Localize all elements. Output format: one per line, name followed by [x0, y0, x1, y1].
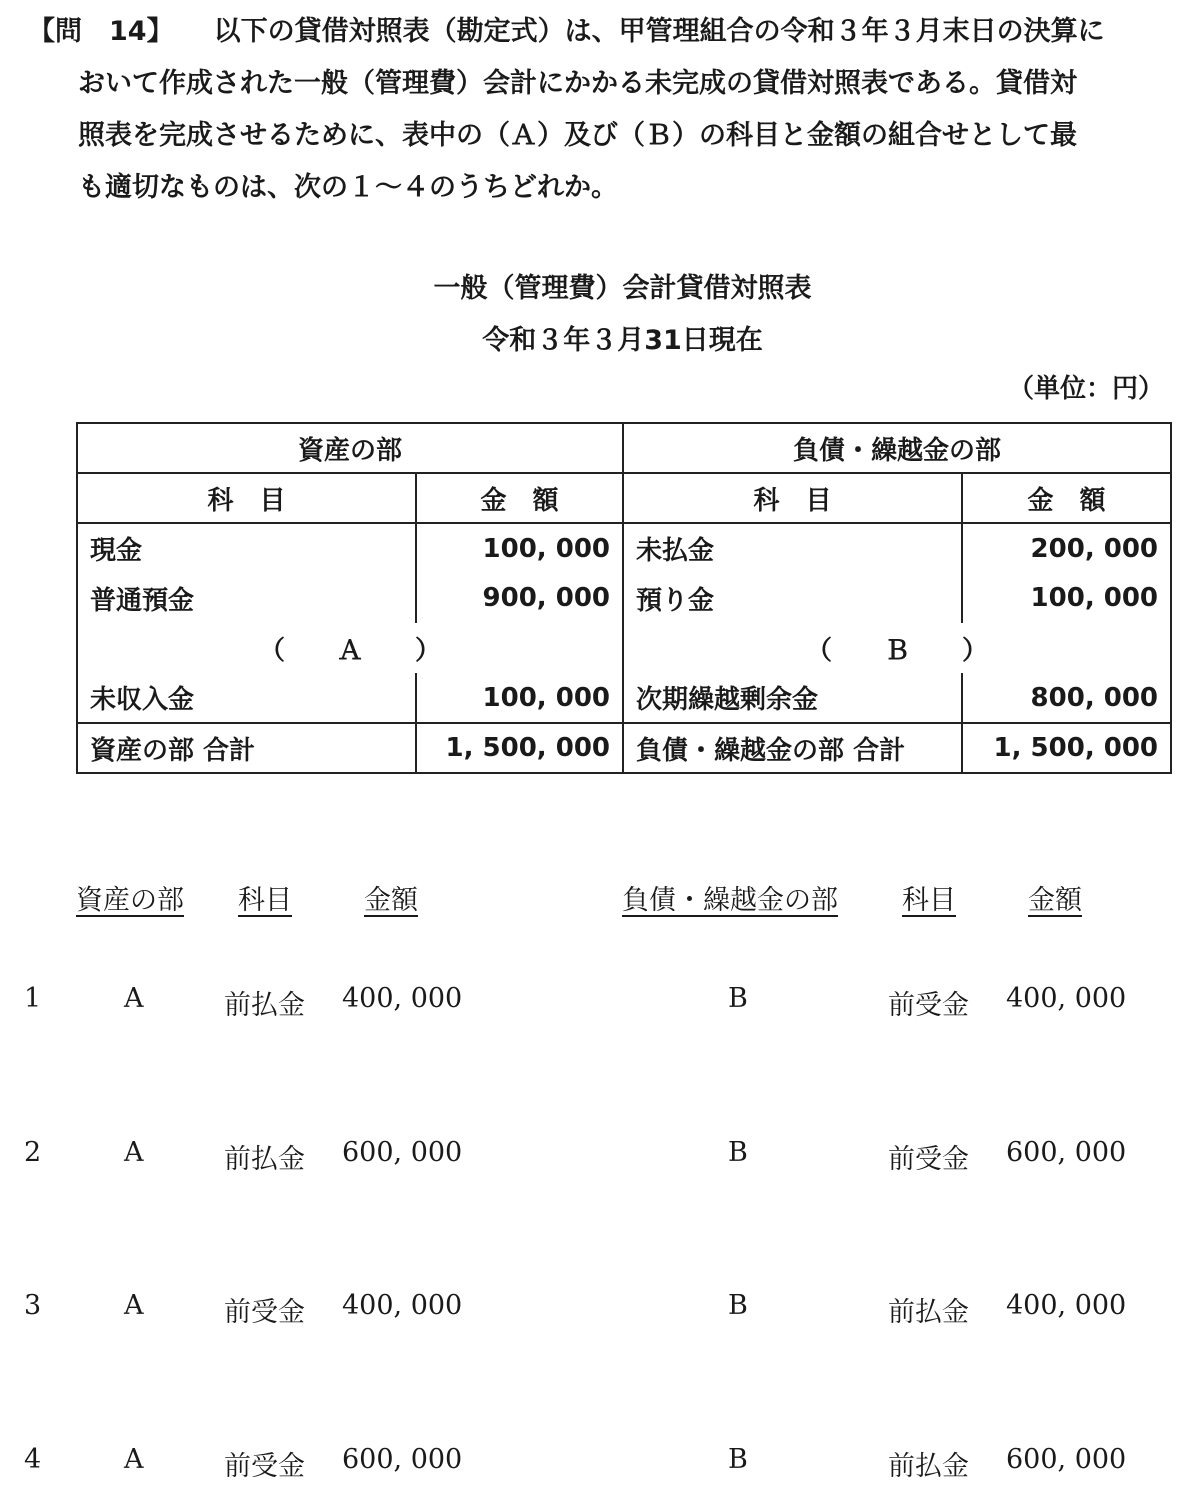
option-b-item: 前払金 [888, 1297, 969, 1328]
question-line-4: も適切なものは、次の１～４のうちどれか。 [78, 172, 618, 203]
asset-item: 未収入金 [77, 673, 416, 723]
option-b-item: 前受金 [888, 990, 969, 1021]
option-a-label: A [124, 1444, 144, 1475]
table-title: 一般（管理費）会計貸借対照表 [433, 273, 812, 304]
liability-amount: 200, 000 [962, 523, 1171, 573]
option-number: 3 [24, 1290, 42, 1321]
option-number: 2 [24, 1137, 42, 1168]
option-number: 1 [24, 983, 42, 1014]
question-line-1: 【問 14】 以下の貸借対照表（勘定式）は、甲管理組合の令和３年３月末日の決算に [28, 16, 1105, 47]
option-b-amount: 600, 000 [1006, 1444, 1127, 1475]
liabilities-item-header: 科 目 [623, 473, 962, 523]
liability-item: 次期繰越剰余金 [623, 673, 962, 723]
option-a-amount: 600, 000 [342, 1137, 463, 1168]
table-row [77, 523, 1171, 573]
question-line-2: おいて作成された一般（管理費）会計にかかる未完成の貸借対照表である。貸借対 [78, 68, 1077, 99]
liability-amount: 800, 000 [962, 673, 1171, 723]
option-a-item: 前受金 [224, 1451, 305, 1482]
asset-amount: 100, 000 [416, 673, 623, 723]
liabilities-section-header: 負債・繰越金の部 [623, 423, 1171, 473]
question-text [28, 6, 1173, 214]
option-b-item: 前受金 [888, 1144, 969, 1175]
option-a-item: 前受金 [224, 1297, 305, 1328]
option-number: 4 [24, 1444, 42, 1475]
option-b-amount: 400, 000 [1006, 983, 1127, 1014]
option-a-label: A [124, 1290, 144, 1321]
table-total-row [77, 723, 1171, 773]
option-a-amount: 400, 000 [342, 983, 463, 1014]
asset-amount: 100, 000 [416, 523, 623, 573]
unit-label: （単位：円） [1007, 374, 1164, 404]
options-liabilities-header: 負債・繰越金の部 [622, 885, 838, 916]
asset-item: 現金 [77, 523, 416, 573]
option-b-label: B [728, 1444, 748, 1475]
assets-section-header: 資産の部 [77, 423, 623, 473]
option-b-label: B [728, 1137, 748, 1168]
asset-total-label: 資産の部 合計 [77, 723, 416, 773]
liability-total-label: 負債・繰越金の部 合計 [623, 723, 962, 773]
option-b-label: B [728, 983, 748, 1014]
option-a-amount: 600, 000 [342, 1444, 463, 1475]
option-a-amount: 400, 000 [342, 1290, 463, 1321]
table-date: 令和３年３月31日現在 [482, 325, 763, 356]
balance-sheet-table [76, 422, 1172, 774]
options-item-header: 科目 [238, 885, 292, 916]
assets-amount-header: 金 額 [416, 473, 623, 523]
asset-amount: 900, 000 [416, 573, 623, 623]
blank-b-cell: （ Ｂ ） [623, 623, 1171, 673]
options-item-header-2: 科目 [902, 885, 956, 916]
asset-item: 普通預金 [77, 573, 416, 623]
asset-total-amount: 1, 500, 000 [416, 723, 623, 773]
option-a-label: A [124, 983, 144, 1014]
options-amount-header-2: 金額 [1028, 885, 1082, 916]
liability-total-amount: 1, 500, 000 [962, 723, 1171, 773]
table-row [77, 573, 1171, 623]
liability-item: 預り金 [623, 573, 962, 623]
option-b-amount: 400, 000 [1006, 1290, 1127, 1321]
option-b-label: B [728, 1290, 748, 1321]
question-number: 【問 14】 [28, 16, 174, 47]
liability-amount: 100, 000 [962, 573, 1171, 623]
question-line-3: 照表を完成させるために、表中の（Ａ）及び（Ｂ）の科目と金額の組合せとして最 [78, 120, 1077, 151]
option-a-label: A [124, 1137, 144, 1168]
options-amount-header: 金額 [364, 885, 418, 916]
option-a-item: 前払金 [224, 1144, 305, 1175]
option-b-item: 前払金 [888, 1451, 969, 1482]
table-row-blank [77, 623, 1171, 673]
blank-a-cell: （ Ａ ） [77, 623, 623, 673]
options-assets-header: 資産の部 [76, 885, 184, 916]
assets-item-header: 科 目 [77, 473, 416, 523]
liability-item: 未払金 [623, 523, 962, 573]
option-b-amount: 600, 000 [1006, 1137, 1127, 1168]
option-a-item: 前払金 [224, 990, 305, 1021]
table-row [77, 673, 1171, 723]
liabilities-amount-header: 金 額 [962, 473, 1171, 523]
